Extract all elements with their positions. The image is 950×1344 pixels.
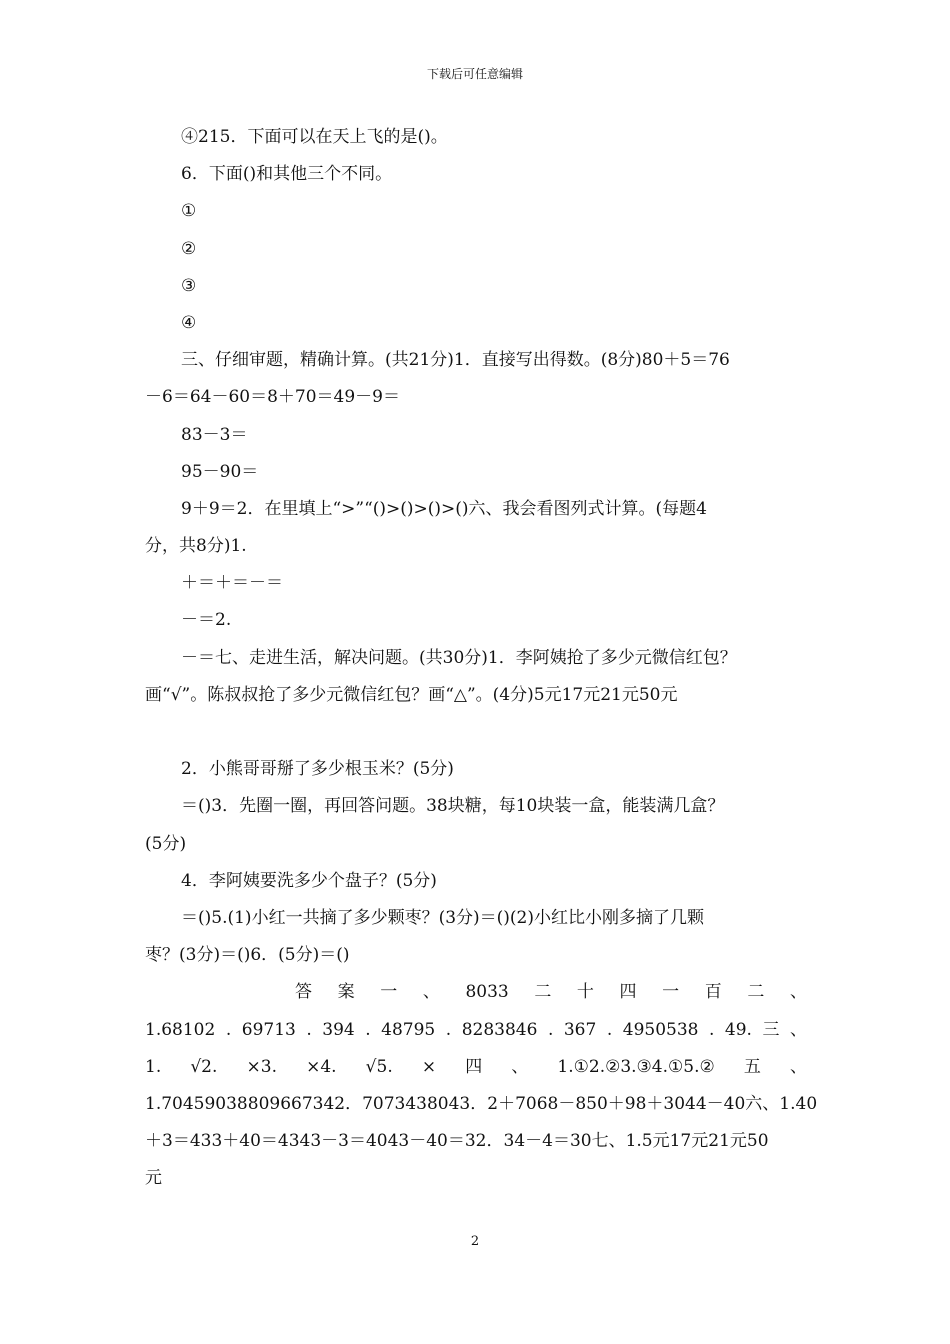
question-3-continued: (5分) <box>145 833 187 854</box>
answers-row-4: 1.70459038809667342．7073438043．2＋7068－850＋98＋3044－40六、1.40 <box>145 1093 818 1114</box>
option-2: ② <box>181 238 197 259</box>
answer-token: 二 <box>747 982 765 1003</box>
answer-token: 、 <box>789 982 807 1003</box>
blank-spacer <box>145 714 807 751</box>
question-6: 6．下面()和其他三个不同。 <box>181 164 393 185</box>
document-body <box>145 119 818 1197</box>
answer-token: 、 <box>789 1019 807 1040</box>
answers-row-5: ＋3＝433＋40＝4343－3＝4043－40＝32．34－4＝30七、1.5元17元21元50 <box>145 1131 769 1152</box>
answer-token: 4950538 <box>622 1019 699 1040</box>
question-5-continued: 枣？(3分)＝()6．(5分)＝() <box>145 945 350 966</box>
option-3: ③ <box>181 275 197 296</box>
section-7-heading: －＝七、走进生活，解决问题。(共30分)1．李阿姨抢了多少元微信红包？ <box>181 647 737 668</box>
answer-token: 1.①2.②3.③4.①5.② <box>557 1056 715 1077</box>
section-3-heading: 三、仔细审题，精确计算。(共21分)1．直接写出得数。(8分)80＋5＝76 <box>181 350 730 371</box>
answer-token: √2. <box>190 1056 218 1077</box>
answer-token: 1.68102 <box>145 1019 216 1040</box>
answer-token: 、 <box>789 1056 807 1077</box>
section-7-continued: 画“√”。陈叔叔抢了多少元微信红包？画“△”。(4分)5元17元21元50元 <box>145 684 678 705</box>
section-3-continued: －6＝64－60＝8＋70＝49－9＝ <box>145 387 400 408</box>
answer-token: 48795 <box>381 1019 436 1040</box>
answer-token: . <box>547 1019 554 1040</box>
answer-token: 百 <box>704 982 722 1003</box>
answer-token: 二 <box>534 982 552 1003</box>
answer-token: . <box>708 1019 715 1040</box>
answer-token: × <box>421 1056 437 1077</box>
answer-token: √5. <box>365 1056 393 1077</box>
calc-line-2: 95－90＝ <box>181 461 259 482</box>
answer-token: 十 <box>576 982 594 1003</box>
answer-token: . <box>445 1019 452 1040</box>
question-2: 2．小熊哥哥掰了多少根玉米？(5分) <box>181 759 454 780</box>
answer-token: 49. <box>724 1019 752 1040</box>
answer-token: 394 <box>322 1019 355 1040</box>
calc-line-3: 9＋9＝2．在里填上“>”“()>()>()>()六、我会看图列式计算。(每题4 <box>181 498 708 519</box>
answer-token: ×4. <box>306 1056 337 1077</box>
question-3: ＝()3．先圈一圈，再回答问题。38块糖，每10块装一盒，能装满几盒？ <box>181 796 725 817</box>
answer-token: 五 <box>743 1056 761 1077</box>
equation-line-2: －＝2. <box>181 610 232 631</box>
answer-token: . <box>306 1019 312 1040</box>
answer-token: 367 <box>563 1019 597 1040</box>
answer-token: 8283846 <box>461 1019 538 1040</box>
answer-token: . <box>225 1019 232 1040</box>
answer-token: ×3. <box>246 1056 277 1077</box>
question-5-options-end: ④215．下面可以在天上飞的是()。 <box>181 127 448 147</box>
question-5: ＝()5.(1)小红一共摘了多少颗枣？(3分)＝()(2)小红比小刚多摘了几颗 <box>181 907 704 928</box>
page-number: 2 <box>470 1234 480 1249</box>
answer-token: 四 <box>465 1056 483 1077</box>
answer-token: 一 <box>662 982 680 1003</box>
answer-token: 、 <box>511 1056 529 1077</box>
answers-row-2 <box>145 1012 807 1049</box>
answers-row-3 <box>145 1049 807 1086</box>
answer-token: 一 <box>380 982 398 1003</box>
answer-token: 8033 <box>465 982 509 1003</box>
answer-token: . <box>606 1019 613 1040</box>
answer-token: 答 <box>295 982 312 1003</box>
answers-row-1 <box>145 974 807 1011</box>
equation-line-1: ＋＝＋＝－＝ <box>181 573 283 594</box>
answer-token: 69713 <box>241 1019 296 1040</box>
option-4: ④ <box>181 312 197 333</box>
calc-line-1: 83－3＝ <box>181 424 248 445</box>
answer-token: 四 <box>619 982 637 1003</box>
page-header: 下载后可任意编辑 <box>426 67 523 81</box>
option-1: ① <box>181 201 197 222</box>
answer-token: . <box>365 1019 371 1040</box>
question-4: 4．李阿姨要洗多少个盘子？(5分) <box>181 870 437 891</box>
answers-row-6: 元 <box>145 1168 162 1189</box>
answer-token: 案 <box>337 982 355 1003</box>
section-6-continued: 分，共8分)1. <box>145 536 247 557</box>
answer-token: 、 <box>422 982 440 1003</box>
answer-token: 1. <box>145 1056 162 1077</box>
answer-token: 三 <box>762 1019 780 1040</box>
